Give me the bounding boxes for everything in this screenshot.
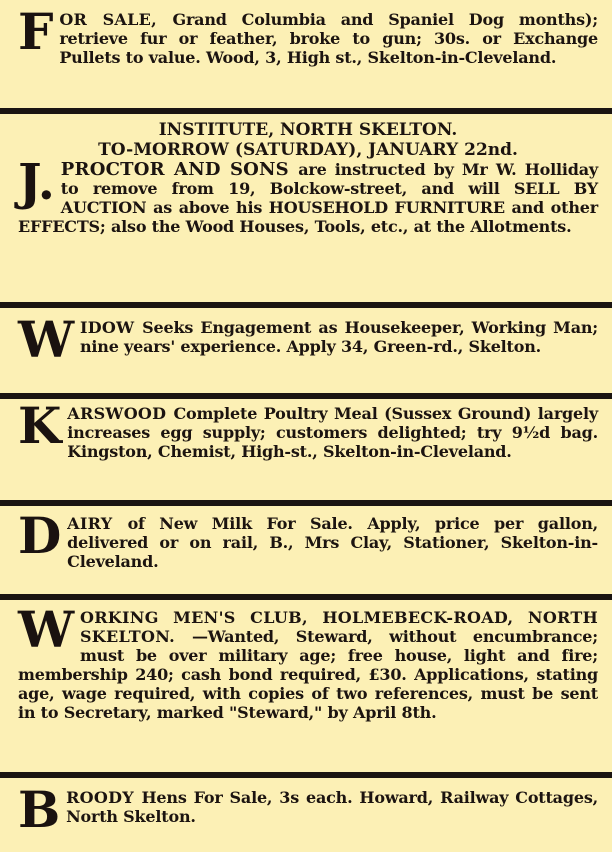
ad-body: Hens For Sale, 3s each. Howard, Railway Cottages, North Skelton. <box>66 788 598 826</box>
drop-cap: F <box>18 10 54 61</box>
drop-cap: B <box>18 788 61 839</box>
column-rule <box>0 393 612 399</box>
drop-cap: W <box>18 608 74 659</box>
ad-lead: IDOW <box>79 318 143 337</box>
drop-cap: K <box>18 404 62 455</box>
ad-body: are instructed by Mr W. Holliday to remove from 19, Bolckow-street, and will SELL BY AUCTION as above his HOUSEHOLD FURNITURE and other EFFECTS; also the Wood Houses, Tools, etc., at the Allotments. <box>18 160 598 236</box>
classified-ad-working-mens-club <box>0 608 612 768</box>
ad-lead: ORKING MEN'S CLUB, HOLMEBECK-ROAD, NORTH SKELTON. <box>79 608 598 646</box>
ad-body: Complete Poultry Meal (Sussex Ground) largely increases egg supply; customers delighted; try 9½d bag. Kingston, Chemist, High-st., Skelton-in-Cleveland. <box>67 404 598 461</box>
ad-body: Grand Columbia and Spaniel Dog months); retrieve fur or feather, broke to gun; 30s. or Exchange Pullets to value. Wood, 3, High st., Skelton-in-Cleveland. <box>59 10 598 67</box>
column-rule <box>0 302 612 308</box>
classified-ad-dairy <box>0 514 612 590</box>
column-rule <box>0 594 612 600</box>
classified-ad-auction <box>0 120 612 300</box>
ad-lead: PROCTOR AND SONS <box>60 159 299 180</box>
classified-ad-poultry-meal <box>0 404 612 494</box>
ad-text <box>18 404 598 461</box>
classified-ad-broody-hens <box>0 788 612 848</box>
drop-cap: W <box>18 318 74 369</box>
column-rule <box>0 108 612 114</box>
ad-text <box>18 514 598 571</box>
ad-subheadline: TO-MORROW (SATURDAY), JANUARY 22nd. <box>98 140 518 160</box>
column-rule <box>0 772 612 778</box>
ad-text <box>18 10 598 67</box>
ad-text <box>18 152 598 236</box>
ad-text <box>18 788 598 839</box>
drop-cap: D <box>18 514 62 565</box>
ad-lead: AIRY <box>67 514 128 533</box>
column-rule <box>0 500 612 506</box>
ad-lead: ROODY <box>66 788 142 807</box>
ad-body: —Wanted, Steward, without encumbrance; must be over military age; free house, light and fire; membership 240; cash bond required, £30. Applications, stating age, wage required, with copies of two references, must be sent in to Secretary, marked "Steward," by April 8th. <box>18 627 598 722</box>
classified-ad-dog-for-sale <box>0 10 612 106</box>
ad-lead: OR SALE, <box>59 10 173 29</box>
ad-text <box>18 318 598 369</box>
ad-lead: ARSWOOD <box>67 404 174 423</box>
ad-body: Seeks Engagement as Housekeeper, Working Man; nine years' experience. Apply 34, Green-rd., Skelton. <box>79 318 598 356</box>
ad-headline: INSTITUTE, NORTH SKELTON. <box>158 120 458 140</box>
ad-text <box>18 608 598 722</box>
drop-cap: J. <box>18 152 55 211</box>
classified-ad-widow <box>0 318 612 388</box>
ad-body: of New Milk For Sale. Apply, price per gallon, delivered or on rail, B., Mrs Clay, Stationer, Skelton-in-Cleveland. <box>67 514 598 571</box>
